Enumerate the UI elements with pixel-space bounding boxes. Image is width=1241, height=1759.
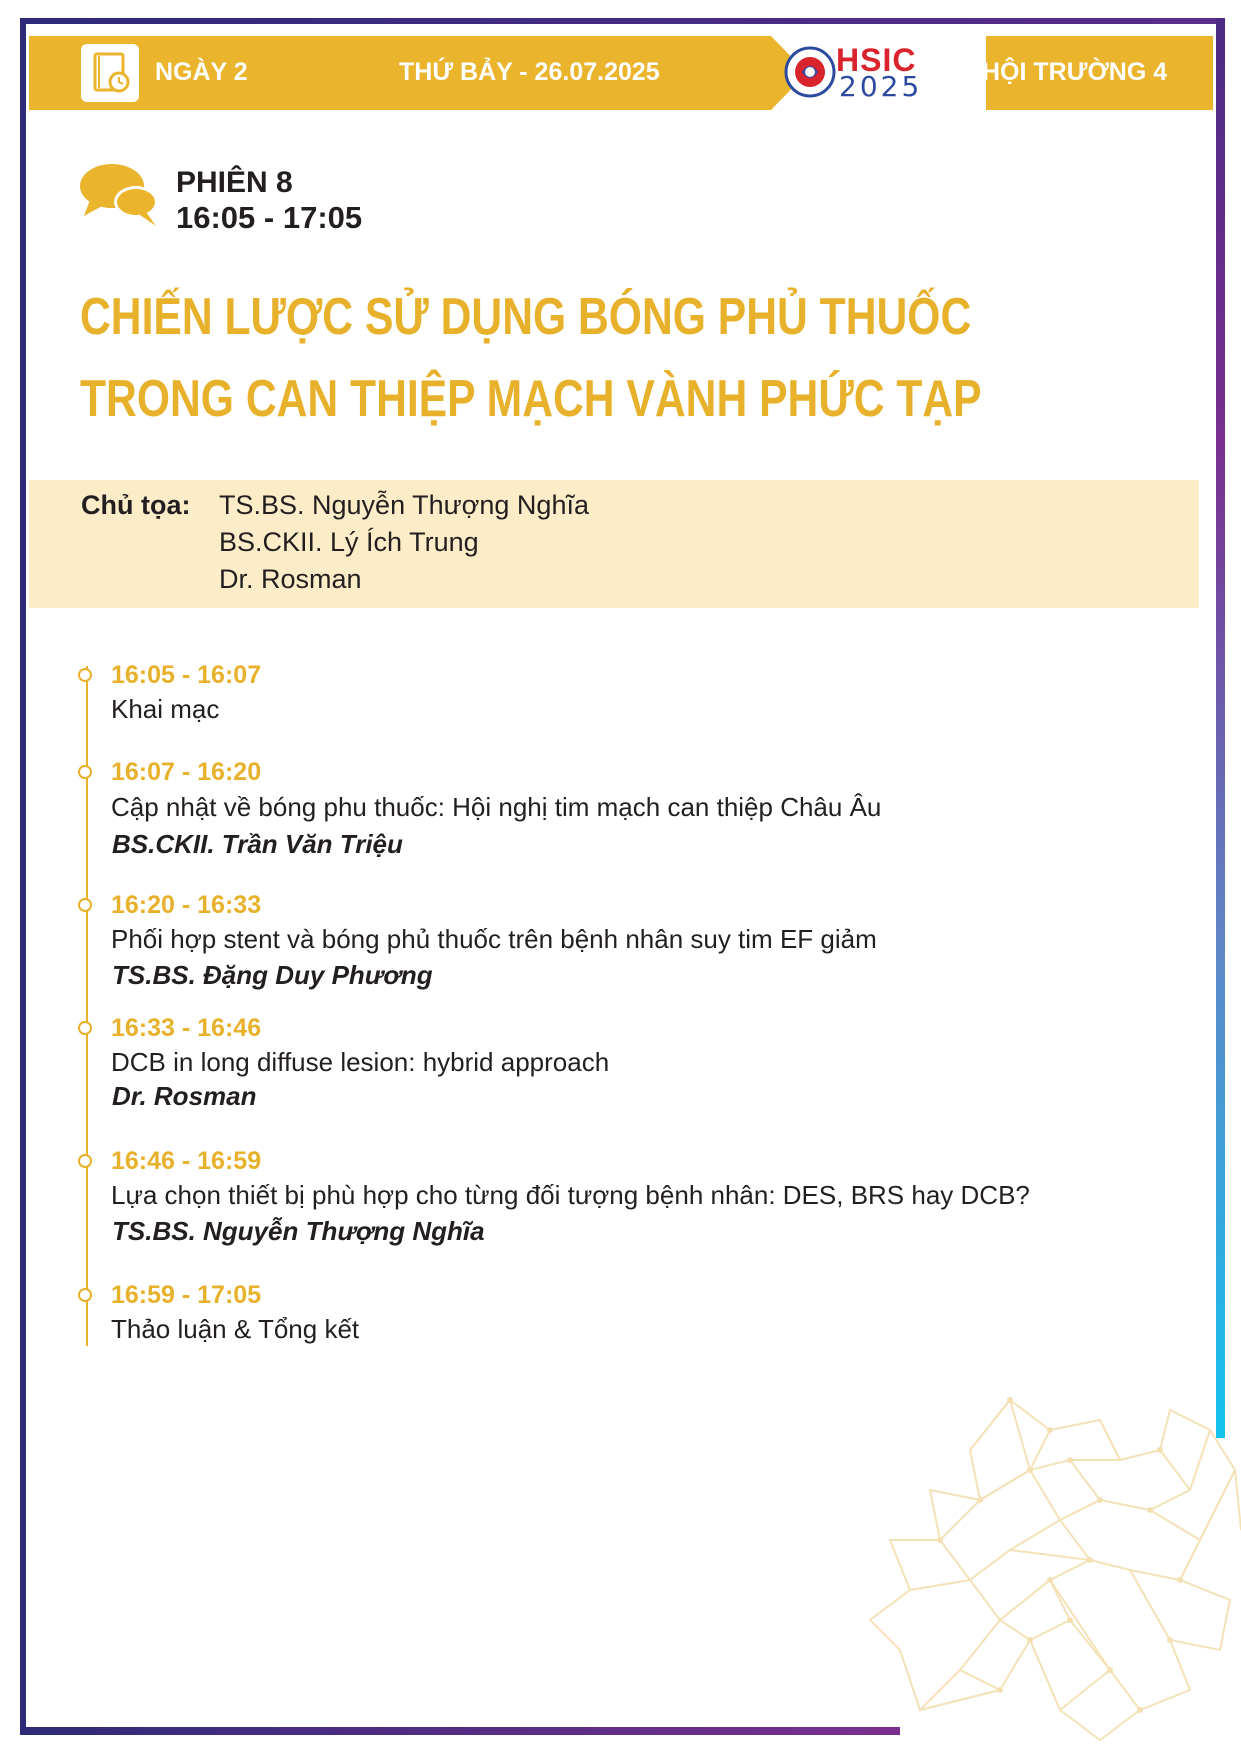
header-bar (29, 36, 1213, 110)
agenda-time: 16:59 - 17:05 (111, 1281, 262, 1309)
agenda-time: 16:46 - 16:59 (111, 1147, 262, 1175)
chairs-label: Chủ tọa: (81, 490, 191, 520)
frame-top-border (20, 18, 1225, 24)
heart-mesh-decoration (860, 1390, 1241, 1754)
calendar-clock-icon (81, 44, 139, 102)
agenda-topic: Khai mạc (111, 694, 220, 724)
day-label: NGÀY 2 (155, 58, 248, 86)
timeline-dot (78, 1154, 92, 1168)
frame-right-border (1216, 18, 1225, 1438)
agenda-topic: DCB in long diffuse lesion: hybrid approach (111, 1047, 610, 1077)
session-time: 16:05 - 17:05 (176, 200, 363, 235)
agenda-speaker: TS.BS. Đặng Duy Phương (112, 960, 433, 990)
agenda-speaker: TS.BS. Nguyễn Thượng Nghĩa (112, 1216, 485, 1246)
hall-label: HỘI TRƯỜNG 4 (982, 58, 1168, 86)
frame-bottom-border (20, 1727, 900, 1735)
session-title (80, 276, 982, 440)
logo-year: 2025 (839, 70, 923, 103)
agenda-topic: Cập nhật về bóng phu thuốc: Hội nghị tim mạch can thiệp Châu Âu (111, 792, 882, 822)
agenda-time: 16:33 - 16:46 (111, 1014, 262, 1042)
session-title-line: CHIẾN LƯỢC SỬ DỤNG BÓNG PHỦ THUỐC (80, 288, 972, 346)
timeline-dot (78, 1288, 92, 1302)
session-label: PHIÊN 8 (176, 166, 293, 199)
agenda-topic: Lựa chọn thiết bị phù hợp cho từng đối tượng bệnh nhân: DES, BRS hay DCB? (111, 1180, 1030, 1210)
logo-emblem-icon (784, 46, 836, 98)
chairs-band (29, 480, 1199, 608)
logo-text: HSIC (836, 42, 917, 78)
agenda-time: 16:20 - 16:33 (111, 891, 262, 919)
timeline-dot (78, 765, 92, 779)
session-title-line: TRONG CAN THIỆP MẠCH VÀNH PHỨC TẠP (80, 370, 982, 428)
date-label: THỨ BẢY - 26.07.2025 (399, 58, 660, 86)
chair-name: Dr. Rosman (219, 564, 362, 594)
chair-name: BS.CKII. Lý Ích Trung (219, 527, 479, 557)
agenda-time: 16:07 - 16:20 (111, 758, 262, 786)
frame-left-border (20, 18, 26, 1735)
chair-name: TS.BS. Nguyễn Thượng Nghĩa (219, 490, 589, 520)
speech-bubbles-icon (78, 160, 160, 230)
timeline-dot (78, 668, 92, 682)
agenda-speaker: Dr. Rosman (112, 1081, 257, 1111)
timeline-dot (78, 898, 92, 912)
agenda-topic: Thảo luận & Tổng kết (111, 1314, 360, 1344)
agenda-topic: Phối hợp stent và bóng phủ thuốc trên bệnh nhân suy tim EF giảm (111, 924, 877, 954)
agenda-time: 16:05 - 16:07 (111, 661, 262, 689)
conference-logo (784, 44, 944, 102)
timeline-dot (78, 1021, 92, 1035)
agenda-speaker: BS.CKII. Trần Văn Triệu (112, 829, 403, 859)
